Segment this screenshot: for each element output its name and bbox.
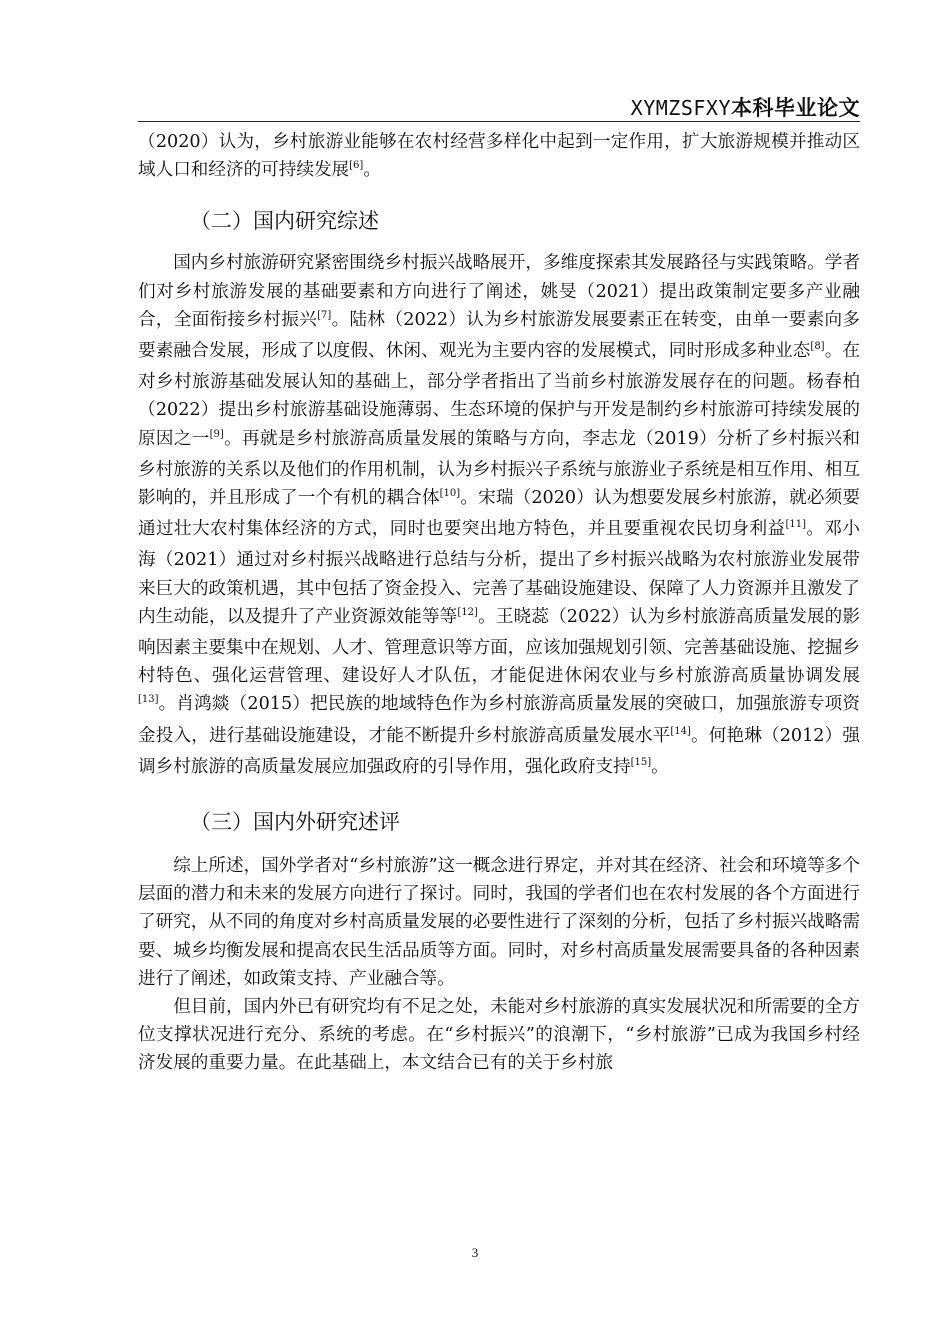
- text-run: （2020）认为，乡村旅游业能够在农村经营多样化中起到一定作用，扩大旅游规模并推动区域人口和经济的可持续发展: [138, 132, 860, 181]
- text-run: 。陆林（2022）认为乡村旅游发展要素正在转变，由单一要素向多要素融合发展，形成了以度假、休闲、观光为主要内容的发展模式，同时形成多种业态: [138, 309, 860, 362]
- section-heading-review: （三）国内外研究述评: [190, 810, 400, 835]
- text-run: 。宋瑞（2020）认为想要发展乡村旅游，就必须要通过壮大农村集体经济的方式，同时也要突出地方特色，并且要重视农民切身利益: [138, 488, 860, 540]
- text-run: 国内乡村旅游研究紧密围绕乡村振兴战略展开，多维度探索其发展路径与实践策略。学者们对乡村旅游发展的基础要素和方向进行了阐述，姚旻（2021）提出政策制定要多产业融合，全面衔接乡村振兴: [138, 253, 860, 330]
- citation: [10]: [439, 488, 461, 500]
- citation: [14]: [670, 725, 691, 737]
- domestic-review-paragraph: [138, 249, 860, 784]
- text-run: 。: [363, 160, 381, 181]
- page-header: [138, 92, 860, 122]
- section-heading-domestic: （二）国内研究综述: [190, 209, 379, 234]
- page-number: 3: [471, 1245, 479, 1260]
- page-body: [138, 128, 860, 1078]
- citation: [8]: [810, 341, 825, 353]
- citation: [12]: [457, 606, 478, 618]
- citation: [6]: [349, 160, 364, 172]
- header-title: 本科毕业论文: [731, 96, 860, 120]
- citation: [13]: [138, 694, 159, 706]
- header-latin: XYMZSFXY: [630, 96, 731, 120]
- text-run: 。在对乡村旅游基础发展认知的基础上，部分学者指出了当前乡村旅游发展存在的问题。杨春柏（2022）提出乡村旅游基础设施薄弱、生态环境的保护与开发是制约乡村旅游可持续发展的原因之一: [138, 341, 860, 449]
- text-run: 。肖鸿燚（2015）把民族的地域特色作为乡村旅游高质量发展的突破口，加强旅游专项资金投入，进行基础设施建设，才能不断提升乡村旅游高质量发展水平: [138, 694, 860, 746]
- gap-paragraph: 但目前，国内外已有研究均有不足之处，未能对乡村旅游的真实发展状况和所需要的全方位支撑状况进行充分、系统的考虑。在“乡村振兴”的浪潮下，“乡村旅游”已成为我国乡村经济发展的重要力量。在此基础上，本文结合已有的关于乡村旅: [138, 997, 860, 1074]
- text-run: 。王晓蕊（2022）认为乡村旅游高质量发展的影响因素主要集中在规划、人才、管理意识等方面，应该加强规划引领、完善基础设施、挖掘乡村特色、强化运营管理、建设好人才队伍，才能促进休闲农业与乡村旅游高质量协调发展: [138, 606, 860, 687]
- summary-paragraph: 综上所述，国外学者对“乡村旅游”这一概念进行界定，并对其在经济、社会和环境等多个层面的潜力和未来的发展方向进行了探讨。同时，我国的学者们也在农村发展的各个方面进行了研究，从不同的角度对乡村高质量发展的必要性进行了深刻的分析，包括了乡村振兴战略需要、城乡均衡发展和提高农民生活品质等方面。同时，对乡村高质量发展需要具备的各种因素进行了阐述，如政策支持、产业融合等。: [138, 856, 860, 989]
- continued-paragraph: [138, 128, 860, 187]
- citation: [15]: [630, 756, 652, 768]
- text-run: 。再就是乡村旅游高质量发展的策略与方向，李志龙（2019）分析了乡村振兴和乡村旅游的关系以及他们的作用机制，认为乡村振兴子系统与旅游业子系统是相互作用、相互影响的，并且形成了一个有机的耦合体: [138, 428, 860, 509]
- header-rule: [138, 121, 860, 122]
- citation: [9]: [209, 428, 224, 440]
- citation: [7]: [317, 309, 332, 321]
- citation: [11]: [785, 519, 807, 531]
- text-run: 。: [651, 756, 669, 777]
- text-run: 。何艳琳（2012）强调乡村旅游的高质量发展应加强政府的引导作用，强化政府支持: [138, 725, 860, 777]
- text-run: 。邓小海（2021）通过对乡村振兴战略进行总结与分析，提出了乡村振兴战略为农村旅游业发展带来巨大的政策机遇，其中包括了资金投入、完善了基础设施建设、保障了人力资源并且激发了内生动能，以及提升了产业资源效能等等: [138, 519, 860, 627]
